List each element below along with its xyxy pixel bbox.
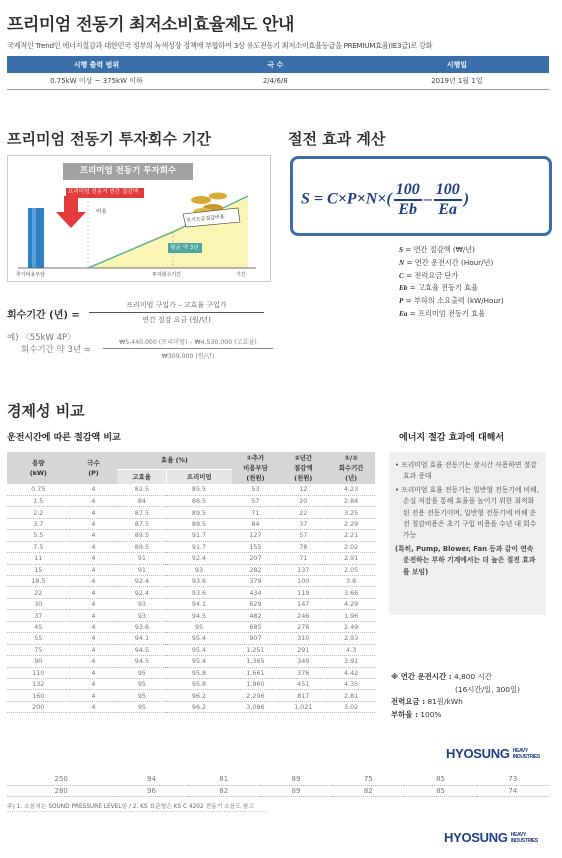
table-cell: 2.49 xyxy=(327,621,375,632)
table-row xyxy=(7,690,375,701)
table-cell: 94.1 xyxy=(117,633,166,644)
table-cell: 100 xyxy=(279,576,327,587)
table-cell: 4 xyxy=(70,484,118,495)
payback-formula-label: 회수기간 (년) = xyxy=(7,310,80,321)
table-cell: 89.5 xyxy=(166,518,231,529)
table-cell: 155 xyxy=(232,541,280,552)
saving-calc-title: 절전 효과 계산 xyxy=(288,130,386,148)
schedule-table xyxy=(7,56,549,90)
table-cell: 0.75 xyxy=(7,484,70,495)
table-cell: 127 xyxy=(232,530,280,541)
col-efficiency: 효율 (%) xyxy=(117,452,231,469)
table-row xyxy=(7,678,375,689)
table-row xyxy=(7,587,375,598)
table-cell: 1.5 xyxy=(7,495,70,506)
table-cell: 84 xyxy=(117,495,166,506)
fraction-ea: $\frac{100}{Ea}$ xyxy=(435,181,460,218)
table-cell: 4 xyxy=(70,541,118,552)
table-row xyxy=(7,495,375,506)
table-row xyxy=(7,621,375,632)
table-cell: 1,960 xyxy=(232,678,280,689)
table-cell: 96.2 xyxy=(166,690,231,701)
info-note: (특히, Pump, Blower, Fan 등과 같이 연속 운전하는 부하 기계에서는 더 높은 절전 효과를 보임) xyxy=(395,544,536,576)
table-cell: 94 xyxy=(115,774,187,785)
x-label-cost: 추가비용부담 xyxy=(16,272,45,278)
table-cell: 57 xyxy=(232,495,280,506)
x-label-time: 기간 xyxy=(236,272,246,278)
table-cell: 4 xyxy=(70,621,118,632)
table-cell: 55 xyxy=(7,633,70,644)
intro-text: 국제적인 Trend인 에너지절감과 대한민국 정부의 녹색성장 정책에 부합하여 3상 유도전동기 최저소비효율등급을 PREMIUM효율(IE3급)로 강화 xyxy=(7,41,433,50)
table-cell: 4 xyxy=(70,656,118,667)
table-cell: 3,086 xyxy=(232,701,280,712)
poles-cell: 2/4/6/8 xyxy=(186,73,365,89)
table-cell: 817 xyxy=(279,690,327,701)
table-cell: 86.5 xyxy=(166,495,231,506)
table-cell: 451 xyxy=(279,678,327,689)
range-cell: 0.75kW 이상 ~ 375kW 이하 xyxy=(7,73,186,89)
saving-formula-box xyxy=(290,156,552,236)
table-row xyxy=(7,701,375,712)
conditions xyxy=(391,671,520,721)
table-cell: 2.91 xyxy=(327,553,375,564)
page-title: 프리미엄 전동기 최저소비효율제도 안내 xyxy=(7,15,294,35)
table-cell: 89 xyxy=(260,785,332,796)
example-fraction xyxy=(103,337,273,360)
energy-info-title: 에너지 절감 효과에 대해서 xyxy=(399,433,505,443)
cond-hours: ※ 연간 운전시간 : 4,800 시간 xyxy=(391,672,492,681)
table-cell: 4.35 xyxy=(327,678,375,689)
table-cell: 73 xyxy=(477,774,549,785)
table-cell: 3.91 xyxy=(327,656,375,667)
table-cell: 91 xyxy=(117,553,166,564)
table-row xyxy=(7,484,375,495)
table-row xyxy=(7,530,375,541)
comparison-table xyxy=(7,452,375,713)
cond-load: 부하율 : 100% xyxy=(391,709,442,719)
fraction-eb: $\frac{100}{Eb}$ xyxy=(395,181,420,218)
def-p: P = 부하의 소요출력 (kW/Hour) xyxy=(399,296,504,306)
table-row xyxy=(7,507,375,518)
table-row xyxy=(7,564,375,575)
info-bullet-1: • 프리미엄 효율 전동기는 장시간 사용하면 절감 효과 증대 xyxy=(395,461,537,481)
payback-numerator: 프리미엄 구입가 – 고효율 구입가 xyxy=(89,300,264,313)
formula-lhs: S = C×P×N×( xyxy=(301,190,392,208)
brand-logo-footer: HYOSUNG HEAVY INDUSTRIES xyxy=(444,830,538,845)
table-cell: 4 xyxy=(70,587,118,598)
noise-table xyxy=(7,774,549,797)
table-cell: 376 xyxy=(279,667,327,678)
table-row xyxy=(7,656,375,667)
table-title: 운전시간에 따른 절감액 비교 xyxy=(7,433,121,443)
table-cell: 93.6 xyxy=(166,576,231,587)
payback-diagram xyxy=(7,155,271,282)
table-cell: 4 xyxy=(70,564,118,575)
diagram-title: 프리미엄 전동기 투자회수 xyxy=(63,163,193,180)
table-cell: 207 xyxy=(232,553,280,564)
table-cell: 91 xyxy=(117,564,166,575)
table-cell: 89.5 xyxy=(166,507,231,518)
table-cell: 90 xyxy=(7,656,70,667)
table-cell: 30 xyxy=(7,598,70,609)
table-cell: 94.1 xyxy=(166,598,231,609)
formula-minus: – xyxy=(423,190,432,208)
table-cell: 4 xyxy=(70,518,118,529)
table-cell: 74 xyxy=(477,785,549,796)
table-cell: 95.8 xyxy=(166,678,231,689)
table-row xyxy=(7,774,549,785)
table-cell: 4 xyxy=(70,690,118,701)
table-row xyxy=(7,610,375,621)
table-cell: 87.5 xyxy=(117,507,166,518)
table-cell: 95 xyxy=(117,690,166,701)
table-cell: 4 xyxy=(70,598,118,609)
table-cell: 93.6 xyxy=(166,587,231,598)
table-cell: 685 xyxy=(232,621,280,632)
payback-title: 프리미엄 전동기 투자회수 기간 xyxy=(7,130,212,148)
table-cell: 482 xyxy=(232,610,280,621)
table-cell: 4.42 xyxy=(327,667,375,678)
table-cell: 95.8 xyxy=(166,667,231,678)
table-cell: 22 xyxy=(279,507,327,518)
payback-fraction xyxy=(89,300,264,325)
avg-label: 평균 약 3년 xyxy=(170,245,199,251)
table-row xyxy=(7,598,375,609)
col-add-cost: ①추가 비용부담 (천원) xyxy=(232,452,280,484)
table-cell: 907 xyxy=(232,633,280,644)
table-cell: 12 xyxy=(279,484,327,495)
table-cell: 71 xyxy=(279,553,327,564)
table-row xyxy=(7,73,549,89)
table-cell: 2.81 xyxy=(327,690,375,701)
col-saving: ②년간 절감액 (천원) xyxy=(279,452,327,484)
header-poles: 극 수 xyxy=(186,56,365,73)
header-range: 시행 출력 범위 xyxy=(7,56,186,73)
table-cell: 92.4 xyxy=(117,576,166,587)
table-row xyxy=(7,576,375,587)
table-cell: 282 xyxy=(232,564,280,575)
table-cell: 15 xyxy=(7,564,70,575)
table-cell: 1,251 xyxy=(232,644,280,655)
table-cell: 84 xyxy=(232,518,280,529)
table-cell: 276 xyxy=(279,621,327,632)
example-denominator: ₩309,000 (원/년) xyxy=(161,353,215,360)
table-cell: 94.5 xyxy=(117,656,166,667)
table-cell: 81 xyxy=(188,774,260,785)
date-cell: 2019년 1월 1일 xyxy=(365,73,549,89)
table-cell: 200 xyxy=(7,701,70,712)
table-row xyxy=(7,644,375,655)
table-cell: 95.4 xyxy=(166,656,231,667)
saving-formula xyxy=(301,181,469,219)
table-cell: 5.5 xyxy=(7,530,70,541)
table-cell: 95 xyxy=(117,678,166,689)
example-block xyxy=(7,332,91,356)
table-cell: 82 xyxy=(188,785,260,796)
footnote: 주) 1. 소음치는 SOUND PRESSURE LEVEL임 / 2. KS 표준형은 KS C 4202 전동기 소음도 참고 xyxy=(7,804,254,810)
table-cell: 89.5 xyxy=(117,541,166,552)
example-line2: 회수기간 약 3년 = xyxy=(21,345,91,355)
table-cell: 87.5 xyxy=(117,518,166,529)
table-cell: 85 xyxy=(404,785,476,796)
x-label-period: 투자회수기간 xyxy=(152,272,181,278)
table-cell: 95 xyxy=(166,621,231,632)
table-cell: 53 xyxy=(232,484,280,495)
table-cell: 3.7 xyxy=(7,518,70,529)
table-cell: 37 xyxy=(7,610,70,621)
table-cell: 91.7 xyxy=(166,530,231,541)
table-cell: 18.5 xyxy=(7,576,70,587)
table-cell: 89.5 xyxy=(117,530,166,541)
table-cell: 4 xyxy=(70,507,118,518)
def-eb: Eb = 고효율 전동기 효율 xyxy=(399,283,479,293)
table-cell: 110 xyxy=(7,667,70,678)
table-cell: 434 xyxy=(232,587,280,598)
table-cell: 137 xyxy=(279,564,327,575)
table-cell: 160 xyxy=(7,690,70,701)
table-cell: 3.8 xyxy=(327,576,375,587)
table-cell: 93 xyxy=(117,598,166,609)
cut-off-row xyxy=(7,811,267,817)
table-cell: 7.5 xyxy=(7,541,70,552)
table-cell: 1,365 xyxy=(232,656,280,667)
table-cell: 4 xyxy=(70,633,118,644)
table-cell: 147 xyxy=(279,598,327,609)
table-cell: 37 xyxy=(279,518,327,529)
table-cell: 291 xyxy=(279,644,327,655)
table-cell: 349 xyxy=(279,656,327,667)
def-c: C = 전력요금 단가 xyxy=(399,270,459,280)
col-eff-premium: 프리미엄 xyxy=(166,469,231,484)
table-row xyxy=(7,553,375,564)
table-row xyxy=(7,667,375,678)
table-cell: 78 xyxy=(279,541,327,552)
table-cell: 310 xyxy=(279,633,327,644)
table-cell: 93.6 xyxy=(117,621,166,632)
table-cell: 91.7 xyxy=(166,541,231,552)
table-cell: 95 xyxy=(117,667,166,678)
table-cell: 57 xyxy=(279,530,327,541)
table-cell: 95.4 xyxy=(166,633,231,644)
table-cell: 2.21 xyxy=(327,530,375,541)
table-cell: 2,296 xyxy=(232,690,280,701)
economy-title: 경제성 비교 xyxy=(7,402,85,420)
energy-info-box xyxy=(389,452,546,615)
col-payback: ①/② 회수기간 (년) xyxy=(327,452,375,484)
table-row xyxy=(7,518,375,529)
diagram-svg xyxy=(8,156,270,281)
cond-hours-detail: (16시간/일, 300일) xyxy=(455,684,521,694)
info-bullet-2: • 프리미엄 효율 전동기는 일반형 전동기에 비해, 손실 저감을 통해 효율을 높이기 위한 최적화된 전용 전동기이며, 일반형 전동기에 비해 운전 절감비용은 초기 구입 비용을 수년 내 회수 가능 xyxy=(395,485,539,540)
payback-denominator: 연간 절감 요금 (원/년) xyxy=(142,316,211,324)
col-poles: 극수 (P) xyxy=(70,452,118,484)
table-cell: 3.66 xyxy=(327,587,375,598)
col-capacity: 용량 (kW) xyxy=(7,452,70,484)
col-eff-high: 고효율 xyxy=(117,469,166,484)
table-cell: 1,661 xyxy=(232,667,280,678)
table-cell: 85.5 xyxy=(166,484,231,495)
table-cell: 629 xyxy=(232,598,280,609)
table-cell: 89 xyxy=(260,774,332,785)
formula-definitions xyxy=(399,244,504,321)
table-cell: 20 xyxy=(279,495,327,506)
table-cell: 93 xyxy=(166,564,231,575)
table-cell: 132 xyxy=(7,678,70,689)
table-cell: 94.5 xyxy=(166,610,231,621)
table-cell: 1,021 xyxy=(279,701,327,712)
brand-logo: HYOSUNG HEAVY INDUSTRIES xyxy=(446,746,540,761)
table-cell: 71 xyxy=(232,507,280,518)
cond-rate: 전력요금 : 81원/kWh xyxy=(391,697,463,706)
table-cell: 246 xyxy=(279,610,327,621)
table-cell: 4 xyxy=(70,701,118,712)
table-cell: 95 xyxy=(117,701,166,712)
table-cell: 379 xyxy=(232,576,280,587)
table-cell: 96 xyxy=(115,785,187,796)
table-cell: 4 xyxy=(70,495,118,506)
table-cell: 4 xyxy=(70,553,118,564)
table-cell: 2.05 xyxy=(327,564,375,575)
table-cell: 4 xyxy=(70,667,118,678)
table-cell: 1.96 xyxy=(327,610,375,621)
coins-label: 전기요금절감비용 xyxy=(185,213,225,225)
table-cell: 22 xyxy=(7,587,70,598)
def-ea: Ea = 프리미엄 전동기 효율 xyxy=(399,308,486,318)
table-cell: 82 xyxy=(332,785,404,796)
formula-close: ) xyxy=(463,190,470,208)
table-cell: 4 xyxy=(70,530,118,541)
saving-arrow xyxy=(56,196,86,228)
def-n: N = 연간 운전시간 (Hour/년) xyxy=(399,257,494,267)
table-cell: 4.3 xyxy=(327,644,375,655)
example-numerator: ₩5,440,000 (프리미엄) – ₩4,530,000 (고효율) xyxy=(103,337,273,349)
table-cell: 45 xyxy=(7,621,70,632)
table-cell: 3.02 xyxy=(327,701,375,712)
table-cell: 92.4 xyxy=(117,587,166,598)
table-cell: 2.02 xyxy=(327,541,375,552)
example-line1: 예) 〈55kW 4P〉 xyxy=(7,333,76,343)
table-cell: 3.25 xyxy=(327,507,375,518)
table-cell: 4 xyxy=(70,576,118,587)
table-cell: 95.4 xyxy=(166,644,231,655)
table-cell: 75 xyxy=(332,774,404,785)
table-cell: 250 xyxy=(7,774,115,785)
table-cell: 85 xyxy=(404,774,476,785)
table-cell: 92.4 xyxy=(166,553,231,564)
table-cell: 75 xyxy=(7,644,70,655)
table-row xyxy=(7,785,549,796)
table-cell: 4 xyxy=(70,610,118,621)
table-row xyxy=(7,541,375,552)
table-cell: 2.84 xyxy=(327,495,375,506)
table-cell: 96.2 xyxy=(166,701,231,712)
table-cell: 4 xyxy=(70,678,118,689)
header-date: 시행일 xyxy=(365,56,549,73)
cost-label: 비용 xyxy=(96,209,107,215)
table-cell: 119 xyxy=(279,587,327,598)
table-cell: 2.29 xyxy=(327,518,375,529)
table-cell: 2.2 xyxy=(7,507,70,518)
table-cell: 82.5 xyxy=(117,484,166,495)
table-cell: 4 xyxy=(70,644,118,655)
table-cell: 4.23 xyxy=(327,484,375,495)
saving-label: 프리미엄 전동기 연간 절감액 xyxy=(68,189,139,195)
table-cell: 280 xyxy=(7,785,115,796)
table-cell: 11 xyxy=(7,553,70,564)
table-cell: 93 xyxy=(117,610,166,621)
def-s: S = 연간 절감액 (₩/년) xyxy=(399,245,475,254)
table-cell: 4.29 xyxy=(327,598,375,609)
table-row xyxy=(7,633,375,644)
table-cell: 94.5 xyxy=(117,644,166,655)
table-cell: 2.93 xyxy=(327,633,375,644)
